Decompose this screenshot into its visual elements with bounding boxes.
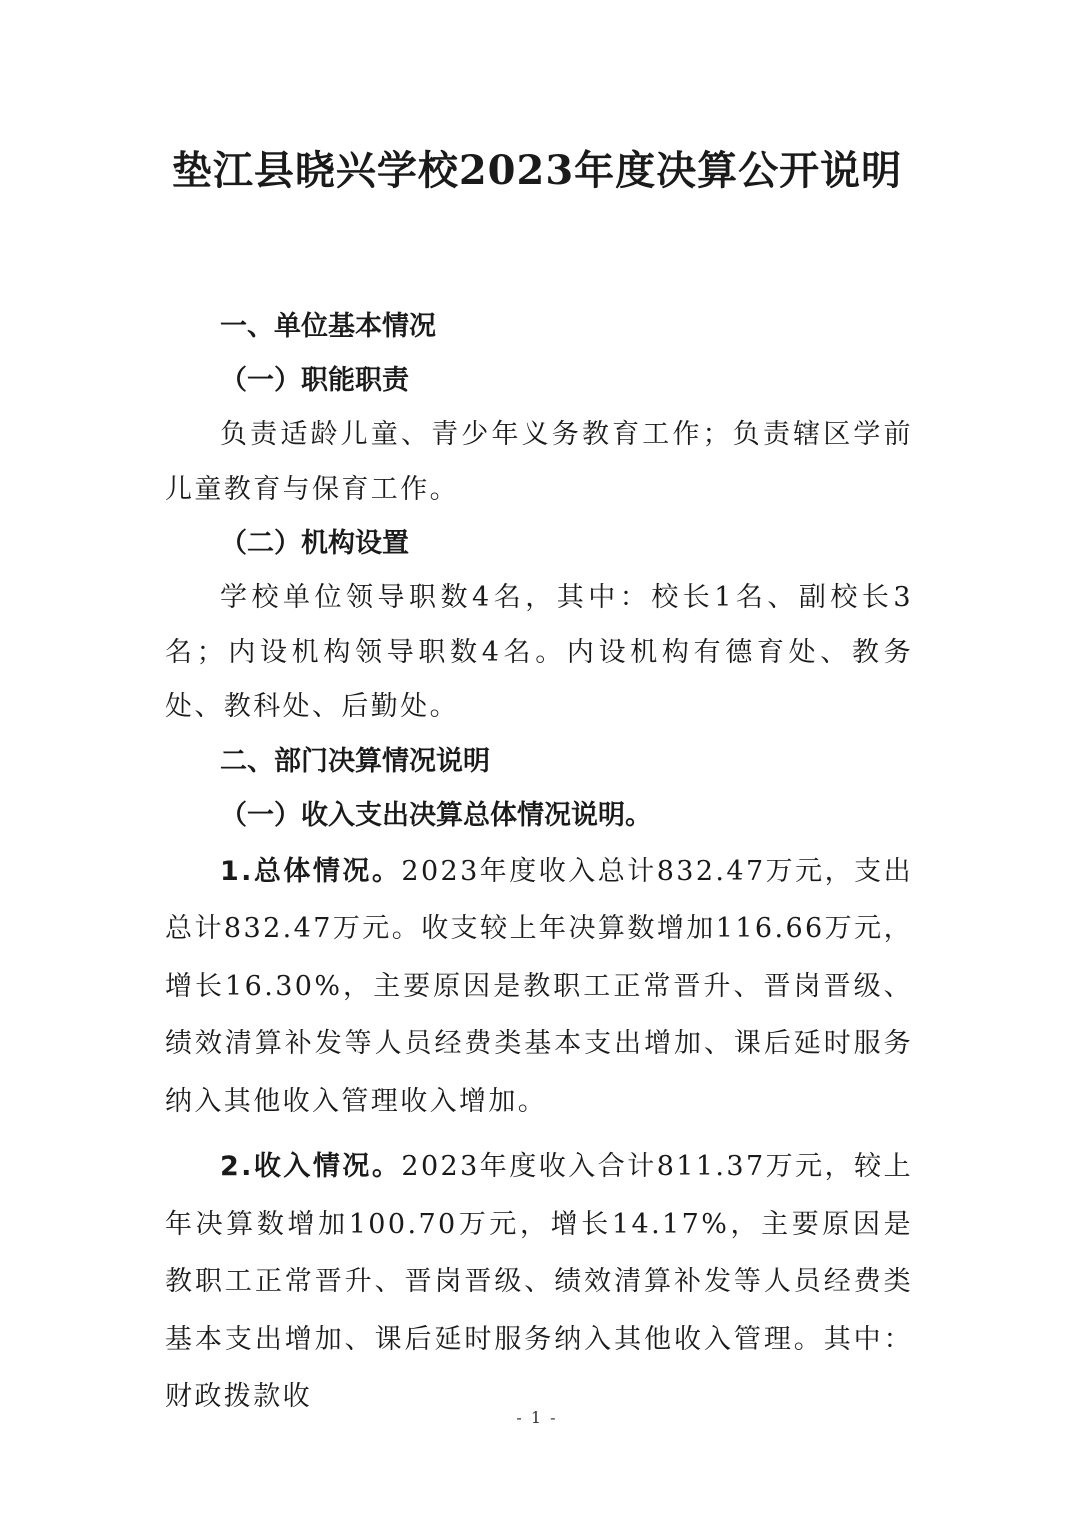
paragraph-income-situation: [165, 1138, 913, 1426]
document-title: 垫江县晓兴学校2023年度决算公开说明: [171, 147, 903, 194]
paragraph-organization: 学校单位领导职数4名，其中：校长1名、副校长3名；内设机构领导职数4名。内设机构有德育处、教务处、教科处、后勤处。: [165, 582, 913, 722]
paragraph-lead-overall: 1.总体情况。: [220, 855, 402, 887]
section-heading-final-accounts: 二、部门决算情况说明: [220, 745, 490, 777]
subsection-heading-duties: （一）职能职责: [220, 365, 409, 396]
subsection-heading-organization: （二）机构设置: [220, 528, 409, 559]
paragraph-text-income: 2023年度收入合计811.37万元，较上年决算数增加100.70万元，增长14.17%，主要原因是教职工正常晋升、晋岗晋级、绩效清算补发等人员经费类基本支出增加、课后延时服务纳入其他收入管理。其中：财政拨款收: [165, 1151, 914, 1412]
paragraph-overall-situation: [165, 843, 913, 1131]
paragraph-text-overall: 2023年度收入总计832.47万元，支出总计832.47万元。收支较上年决算数增加116.66万元，增长16.30%，主要原因是教职工正常晋升、晋岗晋级、绩效清算补发等人员经费类基本支出增加、课后延时服务纳入其他收入管理收入增加。: [165, 855, 914, 1117]
page-number: - 1 -: [516, 1408, 558, 1427]
paragraph-lead-income: 2.收入情况。: [220, 1151, 402, 1182]
paragraph-duties: 负责适龄儿童、青少年义务教育工作；负责辖区学前儿童教育与保育工作。: [165, 419, 913, 505]
subsection-heading-income-expense-overview: （一）收入支出决算总体情况说明。: [220, 799, 652, 831]
section-heading-unit-basic-info: 一、单位基本情况: [220, 311, 436, 342]
document-body: [165, 300, 913, 1426]
